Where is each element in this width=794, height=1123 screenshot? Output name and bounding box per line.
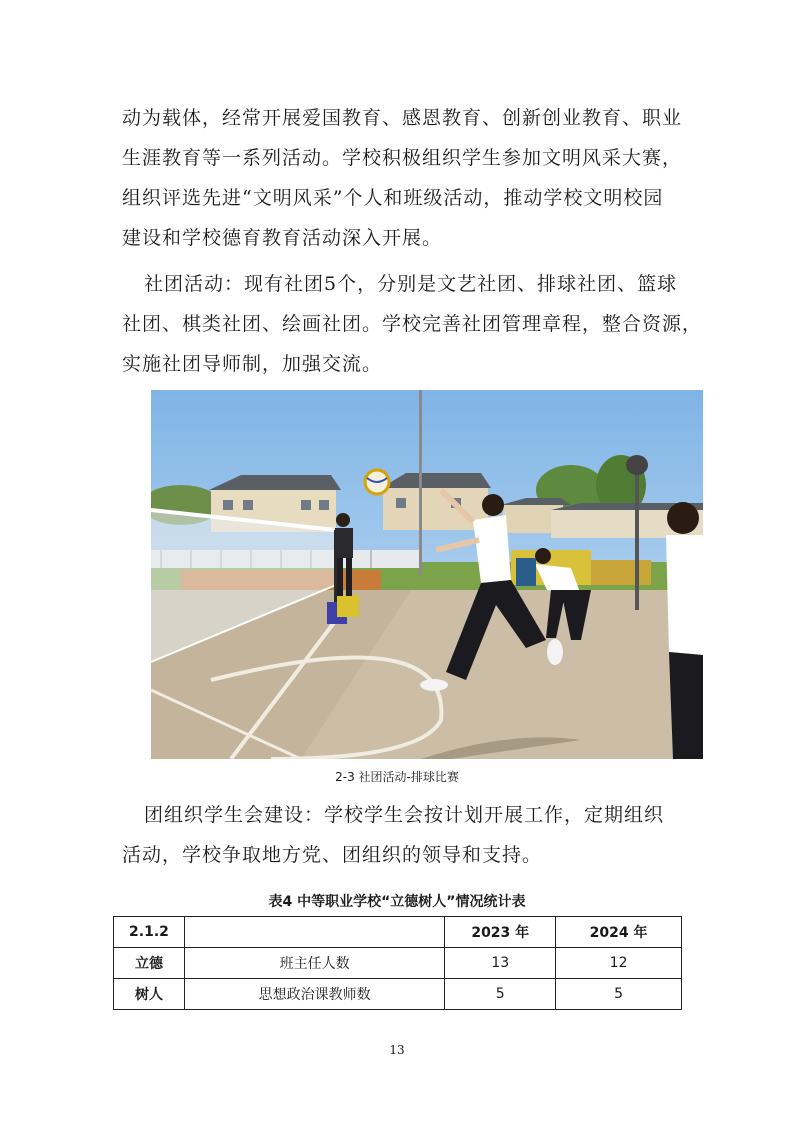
section-code-cell: 2.1.2: [114, 917, 185, 948]
section-name-cell: 树人: [114, 979, 185, 1010]
paragraph-line: 实施社团导师制，加强交流。: [122, 353, 383, 375]
row-label-cell: 班主任人数: [184, 948, 444, 979]
paragraph-patriotic-education: [122, 98, 682, 258]
paragraph-club-activities: [122, 264, 703, 384]
page-number: 13: [389, 1043, 405, 1057]
table-row: [114, 948, 682, 979]
table-title: 表4 中等职业学校“立德树人”情况统计表: [268, 894, 526, 910]
value-2024-cell: 5: [556, 979, 682, 1010]
paragraph-line: 组织评选先进“文明风采”个人和班级活动，推动学校文明校园: [122, 187, 664, 209]
paragraph-line: 生涯教育等一系列活动。学校积极组织学生参加文明风采大赛，: [122, 147, 683, 169]
volleyball-match-photo: [151, 390, 703, 759]
value-2024-cell: 12: [556, 948, 682, 979]
table-row: [114, 979, 682, 1010]
paragraph-line: 动为载体，经常开展爱国教育、感恩教育、创新创业教育、职业: [122, 107, 683, 129]
year-2024-header: 2024 年: [556, 917, 682, 948]
row-label-cell: 思想政治课教师数: [184, 979, 444, 1010]
statistics-table: [113, 916, 682, 1010]
empty-header-cell: [184, 917, 444, 948]
value-2023-cell: 5: [445, 979, 556, 1010]
paragraph-line: 团组织学生会建设：学校学生会按计划开展工作，定期组织: [144, 804, 665, 826]
figure-caption: 2-3 社团活动-排球比赛: [335, 770, 459, 784]
paragraph-student-union: [122, 795, 682, 875]
paragraph-line: 活动，学校争取地方党、团组织的领导和支持。: [122, 844, 543, 866]
paragraph-line: 社团、棋类社团、绘画社团。学校完善社团管理章程，整合资源，: [122, 313, 703, 335]
year-2023-header: 2023 年: [445, 917, 556, 948]
value-2023-cell: 13: [445, 948, 556, 979]
paragraph-line: 社团活动：现有社团5个，分别是文艺社团、排球社团、篮球: [144, 273, 678, 295]
section-name-cell: 立德: [114, 948, 185, 979]
table-header-row: [114, 917, 682, 948]
paragraph-line: 建设和学校德育教育活动深入开展。: [122, 227, 443, 249]
